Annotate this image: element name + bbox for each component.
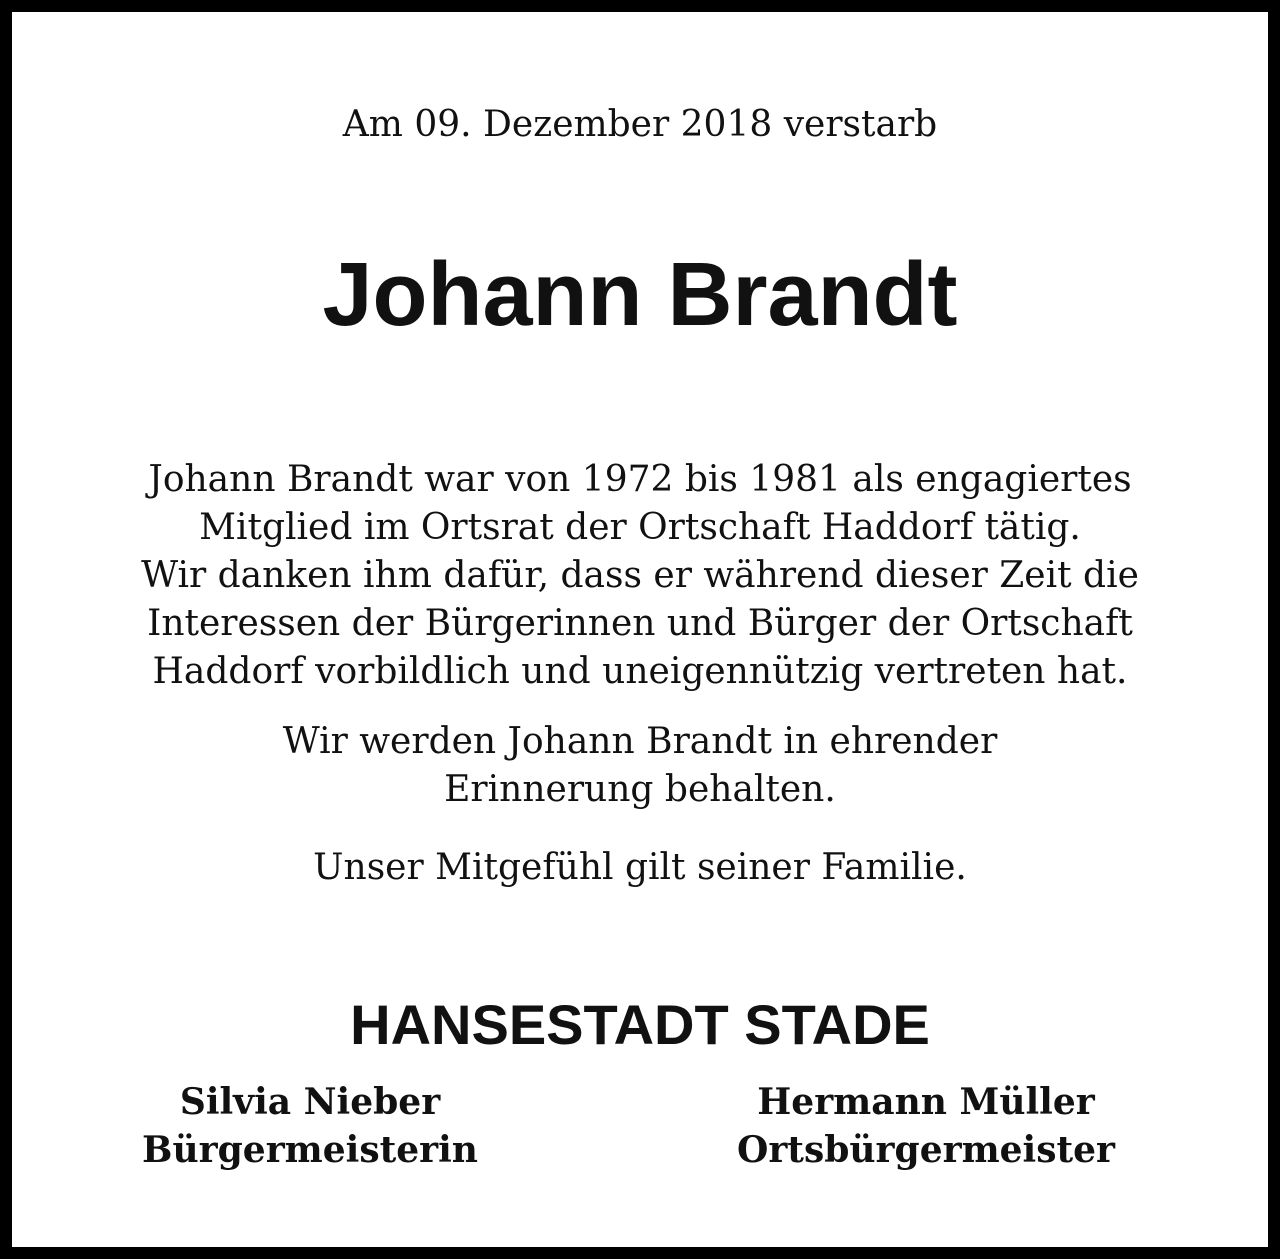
tribute-paragraph <box>12 456 1268 696</box>
condolence-line: Unser Mitgefühl gilt seiner Familie. <box>313 847 967 888</box>
signer-right <box>698 1078 1154 1174</box>
signer-left <box>82 1078 538 1174</box>
signer-name: Silvia Nieber <box>179 1081 441 1123</box>
tribute-line: Interessen der Bürgerinnen und Bürger der Ortschaft <box>147 603 1133 644</box>
remembrance-paragraph <box>12 718 1268 814</box>
organization-name: HANSESTADT STADE <box>350 993 930 1056</box>
remembrance-line: Wir werden Johann Brandt in ehrender <box>282 721 998 762</box>
signer-name: Hermann Müller <box>757 1081 1095 1123</box>
signer-title: Bürgermeisterin <box>142 1129 478 1171</box>
deceased-name: Johann Brandt <box>322 245 958 345</box>
remembrance-line: Erinnerung behalten. <box>444 769 836 810</box>
intro-line: Am 09. Dezember 2018 verstarb <box>342 104 938 145</box>
tribute-line: Wir danken ihm dafür, dass er während dieser Zeit die <box>141 555 1139 596</box>
tribute-line: Haddorf vorbildlich und uneigennützig vertreten hat. <box>152 651 1128 692</box>
condolence-paragraph <box>12 844 1268 892</box>
signer-title: Ortsbürgermeister <box>736 1129 1116 1171</box>
tribute-line: Mitglied im Ortsrat der Ortschaft Haddorf tätig. <box>199 507 1081 548</box>
tribute-line: Johann Brandt war von 1972 bis 1981 als engagiertes <box>148 459 1132 500</box>
